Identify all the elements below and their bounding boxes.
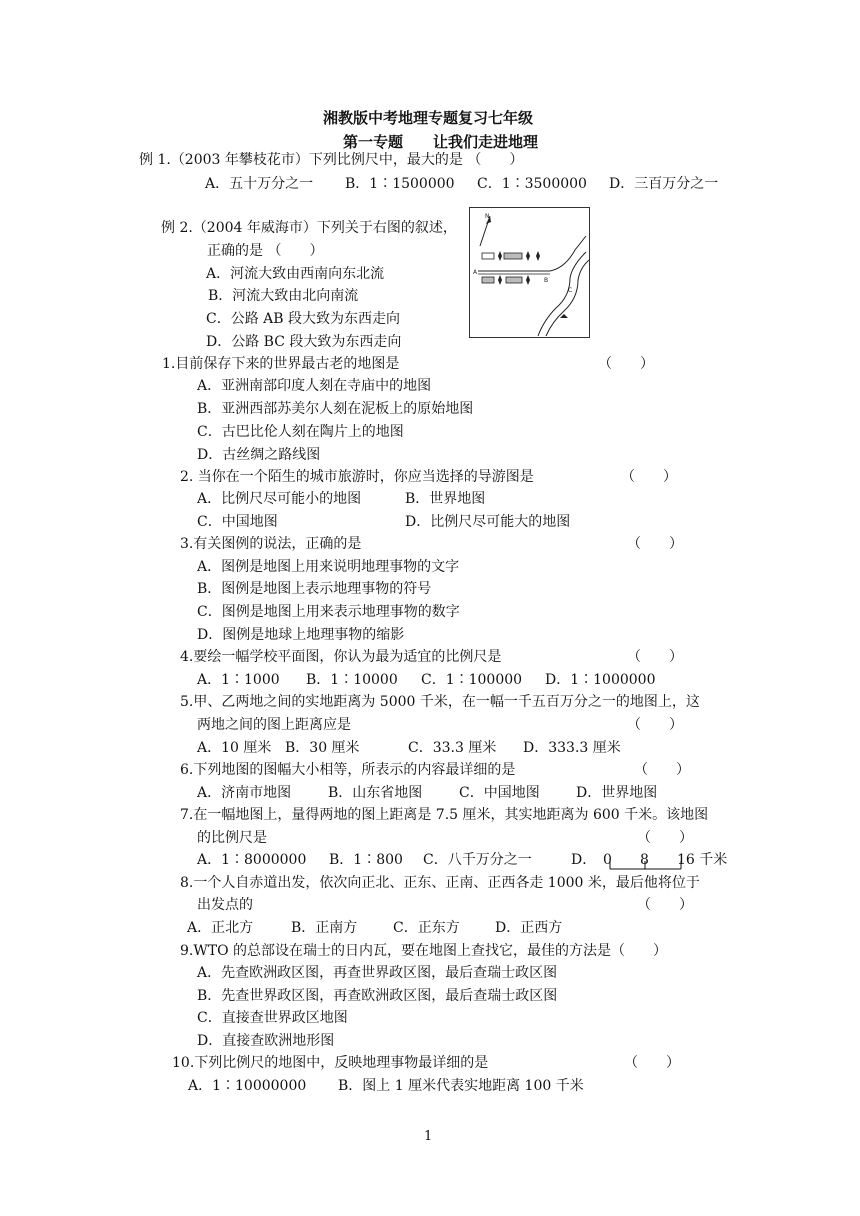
q8-paren: （ ） xyxy=(637,897,693,913)
map-label-b: B xyxy=(544,277,549,284)
river-bank-2 xyxy=(546,260,589,336)
q9-option-c: C．直接查世界政区地图 xyxy=(197,1010,348,1026)
q5-option-d: D．333.3 厘米 xyxy=(523,740,621,756)
ex1-option-a: A．五十万分之一 xyxy=(205,176,314,192)
q5-question-cont: 两地之间的图上距离应是 xyxy=(197,717,351,733)
q9-option-b: B．先查世界政区图，再查欧洲政区图，最后查瑞士政区图 xyxy=(197,988,558,1004)
q5-question: 5.甲、乙两地之间的实地距离为 5000 千米，在一幅一千五百万分之一的地图上，这 xyxy=(180,694,700,710)
q4-option-a: A．1∶1000 xyxy=(197,672,280,688)
q7-paren: （ ） xyxy=(637,830,693,846)
ex1-option-c: C．1∶3500000 xyxy=(477,176,587,192)
q6-paren: （ ） xyxy=(634,762,690,778)
q6-option-a: A．济南市地图 xyxy=(197,785,292,801)
q9-question: 9.WTO 的总部设在瑞士的日内瓦，要在地图上查找它，最佳的方法是（ ） xyxy=(180,943,668,959)
q4-option-d: D．1∶1000000 xyxy=(545,672,656,688)
ex2-option-a: A．河流大致由西南向东北流 xyxy=(206,266,385,282)
q7-question-cont: 的比例尺是 xyxy=(197,830,267,846)
q6-question: 6.下列地图的图幅大小相等，所表示的内容最详细的是 xyxy=(180,762,516,778)
q9-option-d: D．直接查欧洲地形图 xyxy=(197,1033,335,1049)
q1-paren: （ ） xyxy=(598,356,654,372)
q10-paren: （ ） xyxy=(624,1055,680,1071)
map-label-a: A xyxy=(473,269,478,276)
q5-option-b: B．30 厘米 xyxy=(285,740,360,756)
q8-question-cont: 出发点的 xyxy=(197,897,253,913)
ex2-map xyxy=(469,207,590,338)
q2-option-c: C．中国地图 xyxy=(197,514,278,530)
q6-option-d: D．世界地图 xyxy=(576,785,658,801)
page-subtitle: 第一专题 让我们走进地理 xyxy=(343,133,539,151)
q7-scale-16: 16 千米 xyxy=(677,852,728,868)
q3-paren: （ ） xyxy=(627,536,683,552)
q10-option-b: B．图上 1 厘米代表实地距离 100 千米 xyxy=(338,1078,584,1094)
q10-option-a: A．1∶10000000 xyxy=(188,1078,307,1094)
map-north-label: N xyxy=(485,213,490,220)
q3-option-d: D．图例是地球上地理事物的缩影 xyxy=(197,627,405,643)
q2-option-d: D．比例尺尽可能大的地图 xyxy=(405,514,571,530)
q7-scale-8: 8 xyxy=(640,852,649,868)
q3-option-a: A．图例是地图上用来说明地理事物的文字 xyxy=(197,559,460,575)
q1-option-d: D．古丝绸之路线图 xyxy=(197,447,321,463)
q8-option-c: C．正东方 xyxy=(393,920,460,936)
q9-option-a: A．先查欧洲政区图，再查世界政区图，最后查瑞士政区图 xyxy=(197,965,558,981)
q1-option-a: A．亚洲南部印度人刻在寺庙中的地图 xyxy=(197,378,432,394)
q5-paren: （ ） xyxy=(627,717,683,733)
q1-question: 1.目前保存下来的世界最古老的地图是 xyxy=(162,356,400,372)
q7-option-d: D． xyxy=(571,852,597,868)
q4-option-c: C．1∶100000 xyxy=(421,672,523,688)
page-title: 湘教版中考地理专题复习七年级 xyxy=(323,109,534,127)
q4-paren: （ ） xyxy=(627,649,683,665)
q2-paren: （ ） xyxy=(621,469,677,485)
map-label-c: C xyxy=(568,287,573,294)
q2-option-a: A．比例尺尽可能小的地图 xyxy=(197,491,362,507)
ex2-option-d: D．公路 BC 段大致为东西走向 xyxy=(206,334,402,350)
q1-option-b: B．亚洲西部苏美尔人刻在泥板上的原始地图 xyxy=(197,401,474,417)
q2-option-b: B．世界地图 xyxy=(405,491,486,507)
q7-option-c: C．八千万分之一 xyxy=(423,852,532,868)
q7-question: 7.在一幅地图上，量得两地的图上距离是 7.5 厘米，其实地距离为 600 千米。该地图 xyxy=(180,807,709,823)
q4-question: 4.要绘一幅学校平面图，你认为最为适宜的比例尺是 xyxy=(180,649,502,665)
ex2-option-b: B．河流大致由北向南流 xyxy=(208,288,359,304)
ex2-option-c: C．公路 AB 段大致为东西走向 xyxy=(206,311,401,327)
ex1-question: 例 1.（2003 年攀枝花市）下列比例尺中，最大的是 （ ） xyxy=(139,152,524,168)
q1-option-c: C．古巴比伦人刻在陶片上的地图 xyxy=(197,424,404,440)
q3-option-b: B．图例是地图上表示地理事物的符号 xyxy=(197,581,432,597)
q8-option-a: A．正北方 xyxy=(187,920,254,936)
ex1-option-d: D．三百万分之一 xyxy=(609,176,719,192)
q7-option-a: A．1∶8000000 xyxy=(197,852,307,868)
ex1-option-b: B．1∶1500000 xyxy=(345,176,455,192)
q8-option-d: D．正西方 xyxy=(495,920,563,936)
q10-question: 10.下列比例尺的地图中，反映地理事物最详细的是 xyxy=(172,1055,489,1071)
q3-option-c: C．图例是地图上用来表示地理事物的数字 xyxy=(197,604,460,620)
q6-option-b: B．山东省地图 xyxy=(328,785,423,801)
q7-option-b: B．1∶800 xyxy=(329,852,403,868)
page-number: 1 xyxy=(424,1129,433,1144)
ex2-question: 例 2.（2004 年威海市）下列关于右图的叙述， xyxy=(161,220,457,236)
q3-question: 3.有关图例的说法，正确的是 xyxy=(180,536,362,552)
road-bc xyxy=(550,236,586,271)
ex2-question-cont: 正确的是 （ ） xyxy=(207,243,324,259)
q8-option-b: B．正南方 xyxy=(291,920,358,936)
river-bank-1 xyxy=(538,252,586,336)
ex2-map-drawing xyxy=(470,208,589,337)
q5-option-a: A．10 厘米 xyxy=(197,740,272,756)
q8-question: 8.一个人自赤道出发，依次向正北、正东、正南、正西各走 1000 米，最后他将位于 xyxy=(180,875,700,891)
q7-scale-bar xyxy=(607,858,687,872)
q6-option-c: C．中国地图 xyxy=(459,785,540,801)
q7-scale-0: 0 xyxy=(603,852,612,868)
q2-question: 2. 当你在一个陌生的城市旅游时，你应当选择的导游图是 xyxy=(180,469,534,485)
q5-option-c: C．33.3 厘米 xyxy=(408,740,497,756)
q4-option-b: B．1∶10000 xyxy=(306,672,398,688)
